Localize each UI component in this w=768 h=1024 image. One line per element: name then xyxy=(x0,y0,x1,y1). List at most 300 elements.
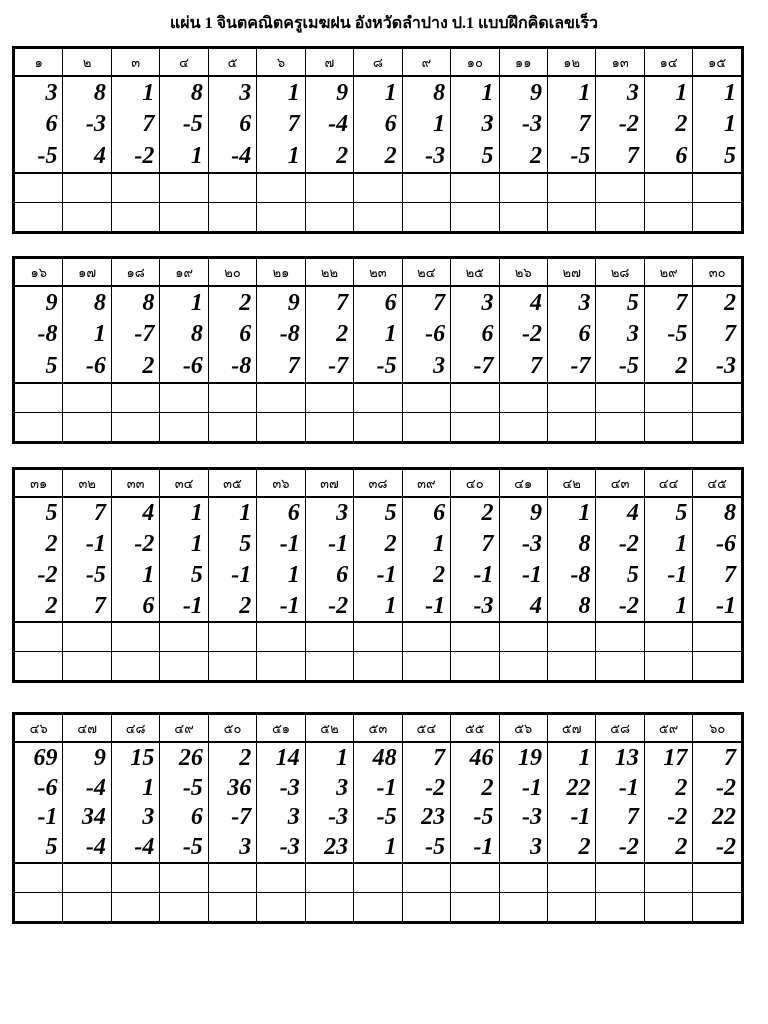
number-cell: -5 xyxy=(63,559,111,590)
answer-cell[interactable] xyxy=(305,203,353,232)
problem-number-row xyxy=(15,49,742,77)
number-cell: -3 xyxy=(402,140,450,173)
number-cell: 8 xyxy=(402,76,450,109)
number-cell: 2 xyxy=(451,773,499,803)
number-cell: -7 xyxy=(111,319,159,350)
answer-cell[interactable] xyxy=(451,863,499,893)
number-cell: 13 xyxy=(596,742,644,773)
answer-cell[interactable] xyxy=(596,622,644,652)
number-cell: 3 xyxy=(305,497,353,529)
answer-cell[interactable] xyxy=(596,413,644,442)
problem-number: ๒๔ xyxy=(402,259,450,287)
number-cell: 1 xyxy=(160,286,208,319)
answer-cell[interactable] xyxy=(160,893,208,922)
number-cell: 1 xyxy=(160,529,208,560)
answer-cell[interactable] xyxy=(63,652,111,681)
answer-cell[interactable] xyxy=(63,893,111,922)
number-cell: 7 xyxy=(596,140,644,173)
number-cell: 6 xyxy=(547,319,595,350)
number-cell: -2 xyxy=(596,529,644,560)
worksheet-title: แผ่น 1 จินตคณิตครูเมฆฝน อังหวัดลำปาง ป.1 แบบฝึกคิดเลขเร็ว xyxy=(169,15,599,32)
exercise-block-2 xyxy=(12,256,744,444)
answer-cell[interactable] xyxy=(15,383,63,413)
number-cell: -5 xyxy=(15,140,63,173)
number-cell: 1 xyxy=(693,76,742,109)
answer-cell[interactable] xyxy=(111,173,159,203)
number-cell: 3 xyxy=(596,319,644,350)
answer-cell[interactable] xyxy=(402,893,450,922)
number-cell: -2 xyxy=(15,559,63,590)
number-row xyxy=(15,140,742,173)
answer-cell[interactable] xyxy=(499,652,547,681)
number-cell: 46 xyxy=(451,742,499,773)
number-cell: 2 xyxy=(208,742,256,773)
number-cell: -1 xyxy=(547,802,595,832)
answer-cell[interactable] xyxy=(547,383,595,413)
number-cell: 3 xyxy=(257,802,305,832)
number-cell: 2 xyxy=(305,319,353,350)
number-cell: -3 xyxy=(499,802,547,832)
number-cell: -3 xyxy=(63,109,111,140)
answer-cell[interactable] xyxy=(693,203,742,232)
number-cell: 17 xyxy=(644,742,692,773)
answer-cell[interactable] xyxy=(402,383,450,413)
answer-cell[interactable] xyxy=(257,893,305,922)
answer-cell[interactable] xyxy=(547,652,595,681)
answer-cell[interactable] xyxy=(354,893,402,922)
number-cell: 6 xyxy=(208,109,256,140)
exercise-table xyxy=(14,469,742,681)
problem-number: ๒ xyxy=(63,49,111,77)
problem-number: ๔๙ xyxy=(160,715,208,743)
answer-cell[interactable] xyxy=(596,203,644,232)
number-cell: -5 xyxy=(596,350,644,383)
answer-cell[interactable] xyxy=(63,173,111,203)
number-cell: 1 xyxy=(257,559,305,590)
number-cell: 4 xyxy=(596,497,644,529)
number-row xyxy=(15,319,742,350)
number-cell: -4 xyxy=(63,832,111,863)
number-cell: 2 xyxy=(208,286,256,319)
problem-number-row xyxy=(15,715,742,743)
answer-cell[interactable] xyxy=(693,893,742,922)
number-cell: 6 xyxy=(354,109,402,140)
number-cell: -8 xyxy=(208,350,256,383)
answer-cell[interactable] xyxy=(160,652,208,681)
number-cell: 1 xyxy=(644,529,692,560)
answer-cell[interactable] xyxy=(547,893,595,922)
number-cell: -1 xyxy=(63,529,111,560)
answer-cell[interactable] xyxy=(257,173,305,203)
answer-cell[interactable] xyxy=(160,203,208,232)
answer-cell[interactable] xyxy=(15,413,63,442)
number-cell: 15 xyxy=(111,742,159,773)
number-cell: 8 xyxy=(111,286,159,319)
problem-number: ๗ xyxy=(305,49,353,77)
number-cell: 3 xyxy=(111,802,159,832)
answer-cell[interactable] xyxy=(257,652,305,681)
answer-cell[interactable] xyxy=(305,893,353,922)
answer-cell[interactable] xyxy=(499,893,547,922)
answer-cell[interactable] xyxy=(644,893,692,922)
number-cell: 36 xyxy=(208,773,256,803)
problem-number: ๒๙ xyxy=(644,259,692,287)
answer-cell[interactable] xyxy=(354,203,402,232)
number-cell: -1 xyxy=(499,773,547,803)
answer-cell[interactable] xyxy=(15,652,63,681)
problem-number-row xyxy=(15,470,742,498)
answer-cell[interactable] xyxy=(693,863,742,893)
answer-cell[interactable] xyxy=(693,413,742,442)
number-cell: -3 xyxy=(257,832,305,863)
problem-number: ๓ xyxy=(111,49,159,77)
number-cell: 1 xyxy=(547,742,595,773)
number-cell: 1 xyxy=(354,832,402,863)
answer-cell[interactable] xyxy=(402,173,450,203)
number-cell: 5 xyxy=(160,559,208,590)
answer-cell[interactable] xyxy=(111,413,159,442)
answer-cell[interactable] xyxy=(547,622,595,652)
number-cell: -7 xyxy=(451,350,499,383)
number-cell: -6 xyxy=(693,529,742,560)
number-cell: 6 xyxy=(257,497,305,529)
number-cell: 3 xyxy=(547,286,595,319)
number-cell: -3 xyxy=(451,590,499,622)
answer-row xyxy=(15,622,742,652)
answer-row xyxy=(15,173,742,203)
answer-cell[interactable] xyxy=(208,383,256,413)
problem-number: ๑ xyxy=(15,49,63,77)
answer-cell[interactable] xyxy=(257,863,305,893)
number-cell: 1 xyxy=(257,76,305,109)
number-cell: 6 xyxy=(160,802,208,832)
number-cell: -1 xyxy=(208,559,256,590)
number-cell: 6 xyxy=(305,559,353,590)
number-row xyxy=(15,832,742,863)
answer-cell[interactable] xyxy=(208,893,256,922)
answer-cell[interactable] xyxy=(305,383,353,413)
answer-cell[interactable] xyxy=(15,893,63,922)
number-cell: 2 xyxy=(644,109,692,140)
number-cell: 7 xyxy=(63,590,111,622)
answer-cell[interactable] xyxy=(15,173,63,203)
number-cell: 9 xyxy=(499,76,547,109)
answer-cell[interactable] xyxy=(208,622,256,652)
answer-cell[interactable] xyxy=(499,203,547,232)
answer-cell[interactable] xyxy=(208,652,256,681)
number-cell: 22 xyxy=(547,773,595,803)
number-cell: -5 xyxy=(160,773,208,803)
number-row xyxy=(15,76,742,109)
number-cell: -1 xyxy=(354,773,402,803)
number-cell: -7 xyxy=(208,802,256,832)
number-cell: 2 xyxy=(15,529,63,560)
problem-number: ๒๗ xyxy=(547,259,595,287)
number-cell: 5 xyxy=(596,559,644,590)
answer-cell[interactable] xyxy=(596,383,644,413)
answer-cell[interactable] xyxy=(451,652,499,681)
number-cell: 5 xyxy=(354,497,402,529)
problem-number: ๔๒ xyxy=(547,470,595,498)
number-cell: -4 xyxy=(111,832,159,863)
answer-cell[interactable] xyxy=(111,863,159,893)
number-row xyxy=(15,497,742,529)
number-cell: 8 xyxy=(547,529,595,560)
number-cell: -3 xyxy=(693,350,742,383)
answer-cell[interactable] xyxy=(644,383,692,413)
answer-cell[interactable] xyxy=(15,622,63,652)
number-cell: 1 xyxy=(547,497,595,529)
number-row xyxy=(15,286,742,319)
number-cell: 5 xyxy=(596,286,644,319)
number-cell: -1 xyxy=(451,559,499,590)
number-cell: -6 xyxy=(15,773,63,803)
problem-number-row xyxy=(15,259,742,287)
answer-cell[interactable] xyxy=(257,383,305,413)
answer-cell[interactable] xyxy=(402,413,450,442)
problem-number: ๕๕ xyxy=(451,715,499,743)
problem-number: ๔ xyxy=(160,49,208,77)
answer-cell[interactable] xyxy=(63,413,111,442)
number-cell: -1 xyxy=(644,559,692,590)
exercise-table xyxy=(14,714,742,922)
answer-cell[interactable] xyxy=(160,383,208,413)
answer-row xyxy=(15,383,742,413)
answer-cell[interactable] xyxy=(111,652,159,681)
problem-number: ๒๑ xyxy=(257,259,305,287)
number-cell: 9 xyxy=(257,286,305,319)
number-cell: 2 xyxy=(693,286,742,319)
answer-cell[interactable] xyxy=(499,383,547,413)
problem-number: ๔๑ xyxy=(499,470,547,498)
answer-cell[interactable] xyxy=(63,203,111,232)
number-cell: 48 xyxy=(354,742,402,773)
answer-cell[interactable] xyxy=(63,863,111,893)
number-row xyxy=(15,590,742,622)
answer-cell[interactable] xyxy=(644,652,692,681)
answer-cell[interactable] xyxy=(208,863,256,893)
number-row xyxy=(15,773,742,803)
answer-cell[interactable] xyxy=(354,863,402,893)
number-cell: 2 xyxy=(499,140,547,173)
number-cell: 4 xyxy=(499,590,547,622)
problem-number: ๓๒ xyxy=(63,470,111,498)
problem-number: ๔๕ xyxy=(693,470,742,498)
answer-cell[interactable] xyxy=(305,413,353,442)
answer-cell[interactable] xyxy=(402,203,450,232)
answer-cell[interactable] xyxy=(596,863,644,893)
number-cell: -5 xyxy=(354,802,402,832)
number-cell: -7 xyxy=(547,350,595,383)
number-row xyxy=(15,559,742,590)
problem-number: ๓๘ xyxy=(354,470,402,498)
answer-cell[interactable] xyxy=(547,203,595,232)
number-cell: 6 xyxy=(451,319,499,350)
number-cell: -5 xyxy=(547,140,595,173)
answer-cell[interactable] xyxy=(693,652,742,681)
answer-cell[interactable] xyxy=(644,863,692,893)
number-cell: 1 xyxy=(547,76,595,109)
number-cell: 9 xyxy=(499,497,547,529)
answer-cell[interactable] xyxy=(63,622,111,652)
number-cell: 6 xyxy=(644,140,692,173)
number-cell: 3 xyxy=(596,76,644,109)
number-cell: 7 xyxy=(693,559,742,590)
answer-cell[interactable] xyxy=(257,413,305,442)
answer-cell[interactable] xyxy=(402,652,450,681)
answer-cell[interactable] xyxy=(499,622,547,652)
answer-cell[interactable] xyxy=(305,863,353,893)
problem-number: ๕๒ xyxy=(305,715,353,743)
number-cell: 1 xyxy=(354,76,402,109)
number-cell: 8 xyxy=(160,319,208,350)
problem-number: ๔๔ xyxy=(644,470,692,498)
number-cell: 6 xyxy=(111,590,159,622)
number-cell: 19 xyxy=(499,742,547,773)
answer-cell[interactable] xyxy=(354,622,402,652)
answer-cell[interactable] xyxy=(257,203,305,232)
answer-cell[interactable] xyxy=(596,652,644,681)
number-cell: 1 xyxy=(111,773,159,803)
answer-cell[interactable] xyxy=(644,173,692,203)
answer-cell[interactable] xyxy=(451,383,499,413)
number-cell: -2 xyxy=(596,590,644,622)
number-cell: 9 xyxy=(15,286,63,319)
answer-cell[interactable] xyxy=(499,173,547,203)
answer-cell[interactable] xyxy=(354,652,402,681)
number-cell: 1 xyxy=(160,497,208,529)
answer-cell[interactable] xyxy=(305,622,353,652)
answer-cell[interactable] xyxy=(111,203,159,232)
answer-cell[interactable] xyxy=(15,203,63,232)
number-cell: 2 xyxy=(208,590,256,622)
answer-cell[interactable] xyxy=(160,622,208,652)
answer-cell[interactable] xyxy=(547,413,595,442)
number-cell: -6 xyxy=(160,350,208,383)
exercise-table xyxy=(14,258,742,442)
answer-cell[interactable] xyxy=(208,413,256,442)
number-cell: -6 xyxy=(402,319,450,350)
number-cell: 3 xyxy=(305,773,353,803)
number-cell: 3 xyxy=(451,286,499,319)
number-cell: 1 xyxy=(305,742,353,773)
answer-cell[interactable] xyxy=(644,413,692,442)
answer-cell[interactable] xyxy=(451,893,499,922)
number-cell: -7 xyxy=(305,350,353,383)
problem-number: ๓๙ xyxy=(402,470,450,498)
problem-number: ๘ xyxy=(354,49,402,77)
answer-cell[interactable] xyxy=(596,893,644,922)
number-cell: -2 xyxy=(693,832,742,863)
answer-cell[interactable] xyxy=(354,383,402,413)
problem-number: ๑๙ xyxy=(160,259,208,287)
answer-cell[interactable] xyxy=(160,863,208,893)
answer-cell[interactable] xyxy=(402,863,450,893)
number-cell: -8 xyxy=(257,319,305,350)
answer-cell[interactable] xyxy=(208,203,256,232)
answer-cell[interactable] xyxy=(693,383,742,413)
problem-number: ๖ xyxy=(257,49,305,77)
problem-number: ๓๐ xyxy=(693,259,742,287)
answer-cell[interactable] xyxy=(15,863,63,893)
answer-cell[interactable] xyxy=(160,173,208,203)
number-cell: 7 xyxy=(257,350,305,383)
number-cell: 7 xyxy=(596,802,644,832)
answer-cell[interactable] xyxy=(160,413,208,442)
problem-number: ๑๗ xyxy=(63,259,111,287)
number-cell: -1 xyxy=(354,559,402,590)
answer-cell[interactable] xyxy=(63,383,111,413)
answer-cell[interactable] xyxy=(499,863,547,893)
number-cell: 1 xyxy=(111,76,159,109)
number-row xyxy=(15,109,742,140)
number-cell: 3 xyxy=(208,76,256,109)
problem-number: ๑๓ xyxy=(596,49,644,77)
number-cell: 3 xyxy=(15,76,63,109)
problem-number: ๔๖ xyxy=(15,715,63,743)
problem-number: ๔๗ xyxy=(63,715,111,743)
answer-cell[interactable] xyxy=(354,413,402,442)
number-cell: -4 xyxy=(63,773,111,803)
number-cell: -2 xyxy=(693,773,742,803)
number-cell: 8 xyxy=(63,76,111,109)
number-cell: 7 xyxy=(402,286,450,319)
answer-cell[interactable] xyxy=(111,622,159,652)
answer-cell[interactable] xyxy=(111,383,159,413)
number-cell: 6 xyxy=(15,109,63,140)
answer-cell[interactable] xyxy=(305,173,353,203)
number-cell: 9 xyxy=(63,742,111,773)
number-cell: -2 xyxy=(402,773,450,803)
answer-cell[interactable] xyxy=(354,173,402,203)
answer-cell[interactable] xyxy=(451,622,499,652)
answer-cell[interactable] xyxy=(693,622,742,652)
number-cell: 3 xyxy=(451,109,499,140)
answer-cell[interactable] xyxy=(644,203,692,232)
answer-cell[interactable] xyxy=(305,652,353,681)
answer-cell[interactable] xyxy=(596,173,644,203)
number-cell: 34 xyxy=(63,802,111,832)
number-cell: 23 xyxy=(305,832,353,863)
answer-cell[interactable] xyxy=(547,863,595,893)
answer-cell[interactable] xyxy=(257,622,305,652)
number-cell: -5 xyxy=(644,319,692,350)
number-cell: -8 xyxy=(15,319,63,350)
answer-cell[interactable] xyxy=(208,173,256,203)
problem-number: ๓๖ xyxy=(257,470,305,498)
answer-cell[interactable] xyxy=(451,413,499,442)
answer-cell[interactable] xyxy=(451,203,499,232)
number-cell: 2 xyxy=(547,832,595,863)
problem-number: ๒๓ xyxy=(354,259,402,287)
answer-cell[interactable] xyxy=(402,622,450,652)
number-cell: 2 xyxy=(644,350,692,383)
number-cell: 9 xyxy=(305,76,353,109)
number-cell: -2 xyxy=(596,832,644,863)
answer-cell[interactable] xyxy=(547,173,595,203)
number-cell: -1 xyxy=(257,590,305,622)
number-cell: 6 xyxy=(402,497,450,529)
answer-cell[interactable] xyxy=(644,622,692,652)
problem-number: ๕๔ xyxy=(402,715,450,743)
answer-cell[interactable] xyxy=(693,173,742,203)
number-cell: 3 xyxy=(499,832,547,863)
answer-cell[interactable] xyxy=(111,893,159,922)
answer-cell[interactable] xyxy=(499,413,547,442)
answer-cell[interactable] xyxy=(451,173,499,203)
number-cell: 1 xyxy=(208,497,256,529)
problem-number: ๒๐ xyxy=(208,259,256,287)
